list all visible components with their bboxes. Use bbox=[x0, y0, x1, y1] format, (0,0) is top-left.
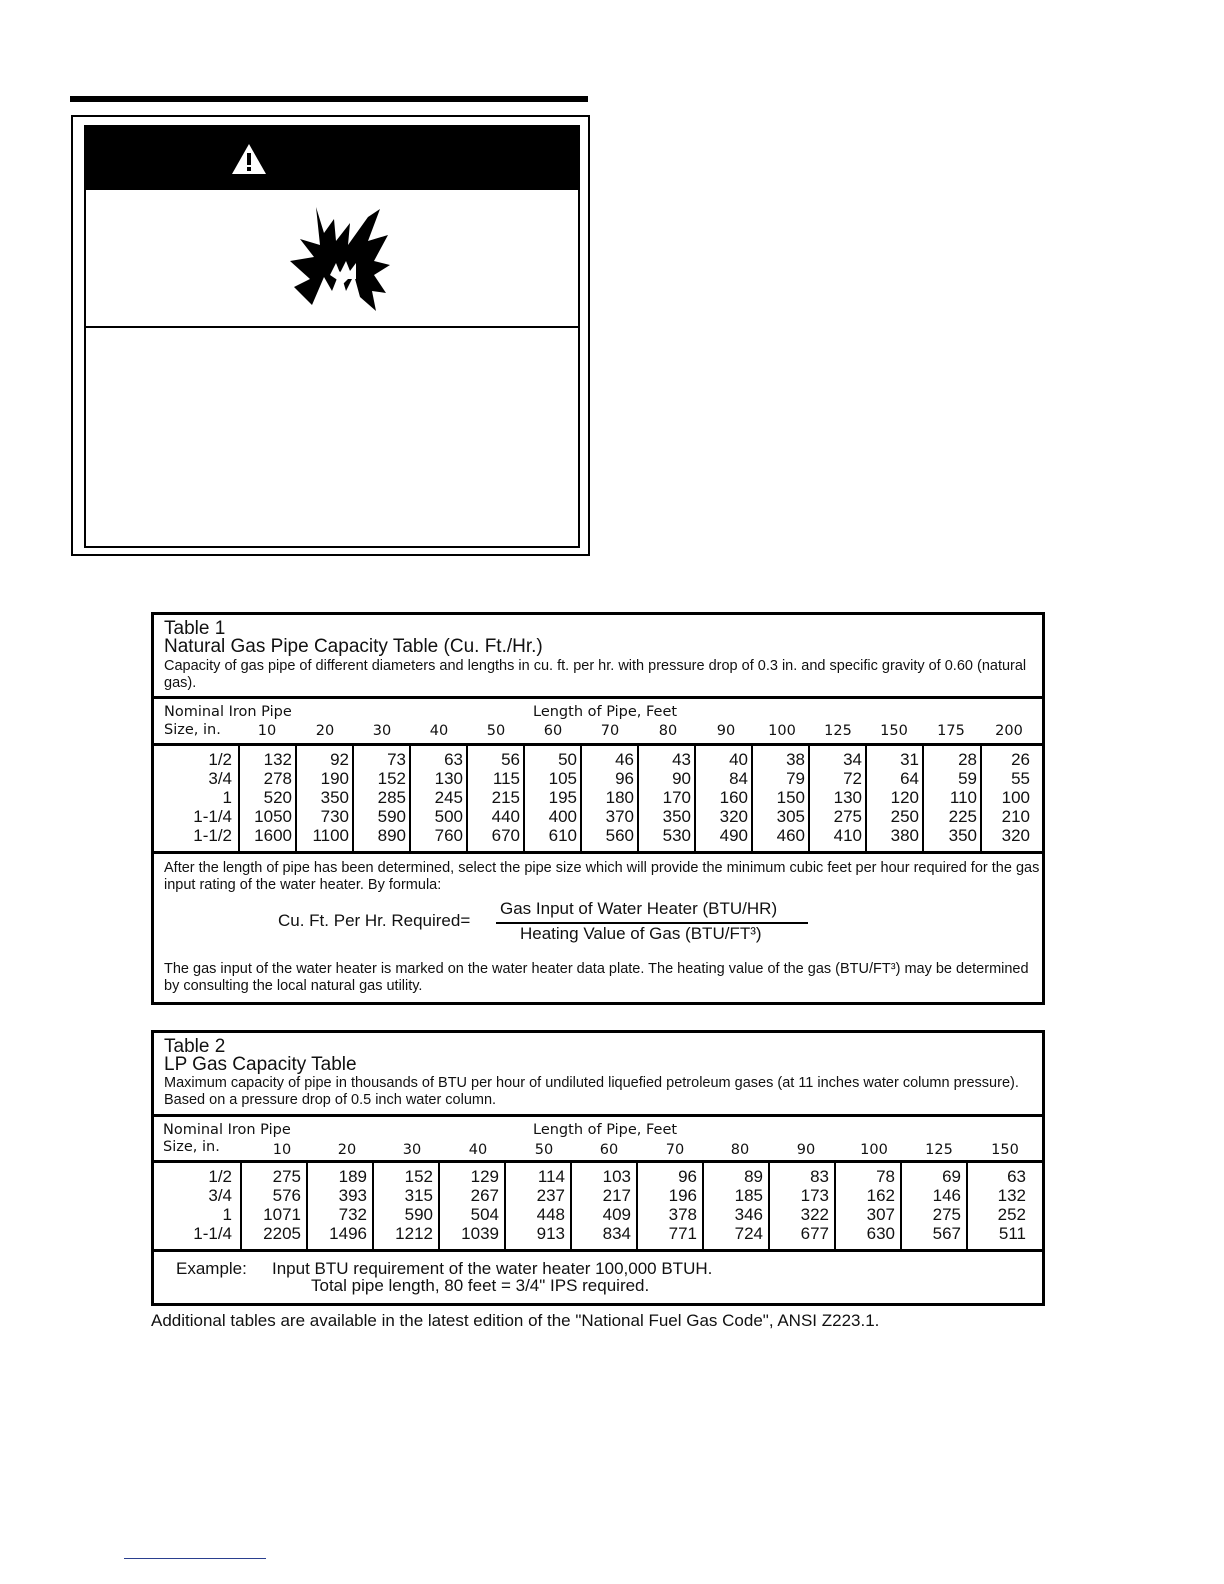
table-cell: 567 bbox=[932, 1224, 961, 1243]
size-label: 3/4 bbox=[208, 1186, 232, 1205]
length-col-header: 150 bbox=[880, 723, 908, 739]
length-column bbox=[297, 750, 349, 845]
table-cell: 63 bbox=[1007, 1167, 1026, 1186]
table-description: Maximum capacity of pipe in thousands of BTU per hour of undiluted liquefied petroleum gases (at 11 inches water column pressure). Based on a pressure drop of 0.5 inch water column. bbox=[164, 1075, 1019, 1108]
size-label: 3/4 bbox=[208, 769, 232, 788]
table-cell: 114 bbox=[537, 1167, 565, 1186]
table-cell: 173 bbox=[800, 1186, 829, 1205]
natural-gas-table bbox=[151, 612, 1045, 1005]
table-cell: 320 bbox=[1001, 826, 1030, 845]
size-header-line1: Nominal Iron Pipe bbox=[164, 704, 292, 720]
heating-value-note: The gas input of the water heater is marked on the water heater data plate. The heating value of the gas (BTU/FT³) may be determined by consulting the local natural gas utility. bbox=[164, 961, 1029, 994]
table-cell: 275 bbox=[833, 807, 862, 826]
size-header-line2: Size, in. bbox=[164, 722, 221, 738]
table-cell: 504 bbox=[470, 1205, 499, 1224]
length-column bbox=[902, 1167, 961, 1243]
table-cell: 393 bbox=[338, 1186, 367, 1205]
table-cell: 152 bbox=[377, 769, 406, 788]
length-col-header: 10 bbox=[272, 1142, 292, 1158]
column-headers bbox=[154, 1117, 1042, 1163]
length-col-header: 30 bbox=[402, 1142, 422, 1158]
length-column bbox=[696, 750, 748, 845]
table-cell: 69 bbox=[942, 1167, 961, 1186]
table-cell: 96 bbox=[615, 769, 634, 788]
formula-left: Cu. Ft. Per Hr. Required= bbox=[278, 911, 471, 930]
table-cell: 217 bbox=[602, 1186, 631, 1205]
footer-note: Additional tables are available in the latest edition of the "National Fuel Gas Code", ANSI Z223.1. bbox=[151, 1311, 880, 1330]
length-col-header: 70 bbox=[665, 1142, 685, 1158]
table-cell: 1050 bbox=[254, 807, 292, 826]
table-cell: 100 bbox=[1001, 788, 1030, 807]
table-cell: 250 bbox=[890, 807, 919, 826]
table-body bbox=[154, 1163, 1042, 1252]
size-column bbox=[154, 1167, 232, 1243]
table-cell: 278 bbox=[263, 769, 292, 788]
table-label: Table 1 bbox=[164, 618, 226, 639]
length-col-header: 125 bbox=[824, 723, 852, 739]
table-cell: 90 bbox=[672, 769, 691, 788]
length-col-header: 150 bbox=[991, 1142, 1019, 1158]
length-col-header: 60 bbox=[543, 723, 563, 739]
table-cell: 83 bbox=[810, 1167, 829, 1186]
table-cell: 78 bbox=[876, 1167, 895, 1186]
table-cell: 1100 bbox=[312, 826, 349, 845]
table-cell: 630 bbox=[866, 1224, 895, 1243]
table-cell: 180 bbox=[605, 788, 634, 807]
length-column bbox=[468, 750, 520, 845]
table-cell: 560 bbox=[605, 826, 634, 845]
link-underline bbox=[124, 1558, 266, 1559]
warning-pictogram bbox=[86, 190, 578, 328]
length-column bbox=[968, 1167, 1026, 1243]
length-col-header: 200 bbox=[995, 723, 1023, 739]
table-cell: 511 bbox=[998, 1224, 1026, 1243]
table-cell: 410 bbox=[833, 826, 862, 845]
table-cell: 267 bbox=[470, 1186, 499, 1205]
table-cell: 72 bbox=[843, 769, 862, 788]
size-label: 1-1/2 bbox=[193, 826, 232, 845]
table-cell: 59 bbox=[958, 769, 977, 788]
table-cell: 350 bbox=[320, 788, 349, 807]
table-cell: 38 bbox=[786, 750, 805, 769]
length-header: Length of Pipe, Feet bbox=[533, 704, 678, 720]
table-cell: 590 bbox=[377, 807, 406, 826]
table-cell: 440 bbox=[491, 807, 520, 826]
length-column bbox=[836, 1167, 895, 1243]
table-cell: 110 bbox=[949, 788, 977, 807]
example-label: Example: bbox=[176, 1259, 247, 1278]
table-cell: 130 bbox=[434, 769, 463, 788]
table-cell: 46 bbox=[615, 750, 634, 769]
length-column bbox=[354, 750, 406, 845]
size-label: 1/2 bbox=[208, 1167, 232, 1186]
table-cell: 500 bbox=[434, 807, 463, 826]
length-column bbox=[374, 1167, 433, 1243]
length-column bbox=[506, 1167, 565, 1243]
column-headers bbox=[154, 699, 1042, 746]
table-cell: 245 bbox=[434, 788, 463, 807]
table-cell: 189 bbox=[338, 1167, 367, 1186]
length-column bbox=[638, 1167, 697, 1243]
table-cell: 590 bbox=[404, 1205, 433, 1224]
table-cell: 890 bbox=[377, 826, 406, 845]
formula-section bbox=[154, 854, 1042, 1003]
table-cell: 380 bbox=[890, 826, 919, 845]
lp-gas-table bbox=[151, 1030, 1045, 1306]
length-col-header: 10 bbox=[257, 723, 277, 739]
table-cell: 724 bbox=[734, 1224, 763, 1243]
length-col-header: 60 bbox=[599, 1142, 619, 1158]
size-label: 1 bbox=[222, 1205, 232, 1224]
table-cell: 92 bbox=[330, 750, 349, 769]
table-cell: 170 bbox=[662, 788, 691, 807]
table-cell: 346 bbox=[734, 1205, 763, 1224]
table-cell: 185 bbox=[734, 1186, 763, 1205]
size-label: 1-1/4 bbox=[193, 807, 232, 826]
table-cell: 64 bbox=[900, 769, 919, 788]
table-cell: 152 bbox=[404, 1167, 433, 1186]
table-cell: 490 bbox=[719, 826, 748, 845]
table-cell: 210 bbox=[1001, 807, 1030, 826]
table-cell: 834 bbox=[602, 1224, 631, 1243]
table-cell: 196 bbox=[668, 1186, 697, 1205]
length-column bbox=[982, 750, 1030, 845]
table-cell: 670 bbox=[491, 826, 520, 845]
length-column bbox=[525, 750, 577, 845]
table-cell: 132 bbox=[997, 1186, 1026, 1205]
table-cell: 40 bbox=[729, 750, 748, 769]
table-cell: 56 bbox=[501, 750, 520, 769]
example-line2: Total pipe length, 80 feet = 3/4" IPS required. bbox=[311, 1276, 650, 1295]
warning-box bbox=[84, 125, 580, 548]
table-cell: 1496 bbox=[329, 1224, 367, 1243]
table-cell: 370 bbox=[605, 807, 634, 826]
table-title: LP Gas Capacity Table bbox=[164, 1054, 357, 1075]
length-col-header: 20 bbox=[337, 1142, 357, 1158]
formula-numerator: Gas Input of Water Heater (BTU/HR) bbox=[500, 899, 778, 918]
table-body bbox=[154, 746, 1042, 854]
table-header bbox=[154, 615, 1042, 699]
length-col-header: 40 bbox=[429, 723, 449, 739]
table-cell: 760 bbox=[434, 826, 463, 845]
table-cell: 31 bbox=[900, 750, 919, 769]
length-column bbox=[240, 750, 292, 845]
table-cell: 322 bbox=[800, 1205, 829, 1224]
table-cell: 160 bbox=[719, 788, 748, 807]
length-column bbox=[639, 750, 691, 845]
length-column bbox=[704, 1167, 763, 1243]
length-col-header: 90 bbox=[796, 1142, 816, 1158]
length-column bbox=[924, 750, 977, 845]
size-header-line2: Size, in. bbox=[163, 1139, 220, 1155]
warning-triangle-icon bbox=[231, 143, 267, 175]
table-cell: 350 bbox=[948, 826, 977, 845]
length-col-header: 80 bbox=[658, 723, 678, 739]
table-cell: 576 bbox=[272, 1186, 301, 1205]
table-cell: 103 bbox=[602, 1167, 631, 1186]
table-cell: 132 bbox=[263, 750, 292, 769]
length-col-header: 80 bbox=[730, 1142, 750, 1158]
table-cell: 275 bbox=[272, 1167, 301, 1186]
table-cell: 320 bbox=[719, 807, 748, 826]
table-cell: 26 bbox=[1011, 750, 1030, 769]
table-cell: 378 bbox=[668, 1205, 697, 1224]
table-cell: 285 bbox=[377, 788, 406, 807]
table-cell: 84 bbox=[729, 769, 748, 788]
table-cell: 162 bbox=[866, 1186, 895, 1205]
table-cell: 63 bbox=[444, 750, 463, 769]
length-col-header: 50 bbox=[486, 723, 506, 739]
length-column bbox=[753, 750, 805, 845]
table-cell: 520 bbox=[263, 788, 292, 807]
table-cell: 1039 bbox=[461, 1224, 499, 1243]
length-col-header: 70 bbox=[600, 723, 620, 739]
table-cell: 2205 bbox=[263, 1224, 301, 1243]
table-cell: 1071 bbox=[263, 1205, 301, 1224]
length-column bbox=[572, 1167, 631, 1243]
table-cell: 96 bbox=[678, 1167, 697, 1186]
explosion-icon bbox=[290, 205, 402, 313]
table-cell: 677 bbox=[800, 1224, 829, 1243]
table-cell: 275 bbox=[932, 1205, 961, 1224]
length-column bbox=[440, 1167, 499, 1243]
table-cell: 225 bbox=[948, 807, 977, 826]
table-cell: 1600 bbox=[254, 826, 292, 845]
table-cell: 315 bbox=[404, 1186, 433, 1205]
table-cell: 73 bbox=[387, 750, 406, 769]
table-cell: 610 bbox=[548, 826, 577, 845]
table-cell: 732 bbox=[338, 1205, 367, 1224]
table-cell: 115 bbox=[492, 769, 520, 788]
table-cell: 400 bbox=[548, 807, 577, 826]
table-cell: 50 bbox=[558, 750, 577, 769]
formula-intro: After the length of pipe has been determined, select the pipe size which will provide the minimum cubic feet per hour required for the gas input rating of the water heater. By formula: bbox=[164, 860, 1040, 893]
table-cell: 105 bbox=[548, 769, 577, 788]
table-description: Capacity of gas pipe of different diameters and lengths in cu. ft. per hr. with pressure drop of 0.3 in. and specific gravity of 0.60 (natural gas). bbox=[164, 658, 1027, 691]
length-header: Length of Pipe, Feet bbox=[533, 1122, 678, 1138]
table-cell: 43 bbox=[672, 750, 691, 769]
table-cell: 448 bbox=[536, 1205, 565, 1224]
table-cell: 730 bbox=[320, 807, 349, 826]
length-col-header: 40 bbox=[468, 1142, 488, 1158]
length-column bbox=[308, 1167, 367, 1243]
table-cell: 120 bbox=[890, 788, 919, 807]
length-column bbox=[582, 750, 634, 845]
table-cell: 150 bbox=[776, 788, 805, 807]
length-column bbox=[770, 1167, 829, 1243]
table-cell: 771 bbox=[668, 1224, 697, 1243]
size-label: 1 bbox=[222, 788, 232, 807]
table-cell: 146 bbox=[932, 1186, 961, 1205]
example-section bbox=[154, 1252, 1042, 1304]
size-label: 1-1/4 bbox=[193, 1224, 232, 1243]
length-col-header: 20 bbox=[315, 723, 335, 739]
table-cell: 34 bbox=[843, 750, 862, 769]
warning-header bbox=[86, 127, 578, 190]
example-line1: Input BTU requirement of the water heater 100,000 BTUH. bbox=[272, 1259, 713, 1278]
table-header bbox=[154, 1033, 1042, 1117]
length-col-header: 100 bbox=[860, 1142, 888, 1158]
table-title: Natural Gas Pipe Capacity Table (Cu. Ft./Hr.) bbox=[164, 636, 543, 657]
table-cell: 215 bbox=[491, 788, 520, 807]
length-column bbox=[810, 750, 862, 845]
table-cell: 79 bbox=[786, 769, 805, 788]
length-col-header: 90 bbox=[716, 723, 736, 739]
section-rule bbox=[70, 96, 588, 102]
table-cell: 305 bbox=[776, 807, 805, 826]
length-column bbox=[242, 1167, 301, 1243]
table-cell: 190 bbox=[320, 769, 349, 788]
formula-denominator: Heating Value of Gas (BTU/FT³) bbox=[520, 924, 762, 943]
size-header-line1: Nominal Iron Pipe bbox=[163, 1122, 291, 1138]
length-col-header: 175 bbox=[937, 723, 965, 739]
table-cell: 195 bbox=[548, 788, 577, 807]
length-col-header: 125 bbox=[925, 1142, 953, 1158]
table-cell: 307 bbox=[866, 1205, 895, 1224]
table-cell: 252 bbox=[997, 1205, 1026, 1224]
size-column bbox=[154, 750, 232, 845]
table-cell: 530 bbox=[662, 826, 691, 845]
size-label: 1/2 bbox=[208, 750, 232, 769]
length-col-header: 100 bbox=[768, 723, 796, 739]
length-col-header: 50 bbox=[534, 1142, 554, 1158]
length-col-header: 30 bbox=[372, 723, 392, 739]
table-label: Table 2 bbox=[164, 1036, 226, 1057]
table-cell: 460 bbox=[776, 826, 805, 845]
length-column bbox=[867, 750, 919, 845]
table-cell: 130 bbox=[833, 788, 862, 807]
table-cell: 1212 bbox=[395, 1224, 433, 1243]
table-cell: 55 bbox=[1011, 769, 1030, 788]
table-cell: 28 bbox=[958, 750, 977, 769]
table-cell: 409 bbox=[602, 1205, 631, 1224]
table-cell: 89 bbox=[744, 1167, 763, 1186]
table-cell: 350 bbox=[662, 807, 691, 826]
table-cell: 237 bbox=[536, 1186, 565, 1205]
table-cell: 913 bbox=[536, 1224, 565, 1243]
table-cell: 129 bbox=[470, 1167, 499, 1186]
length-column bbox=[411, 750, 463, 845]
